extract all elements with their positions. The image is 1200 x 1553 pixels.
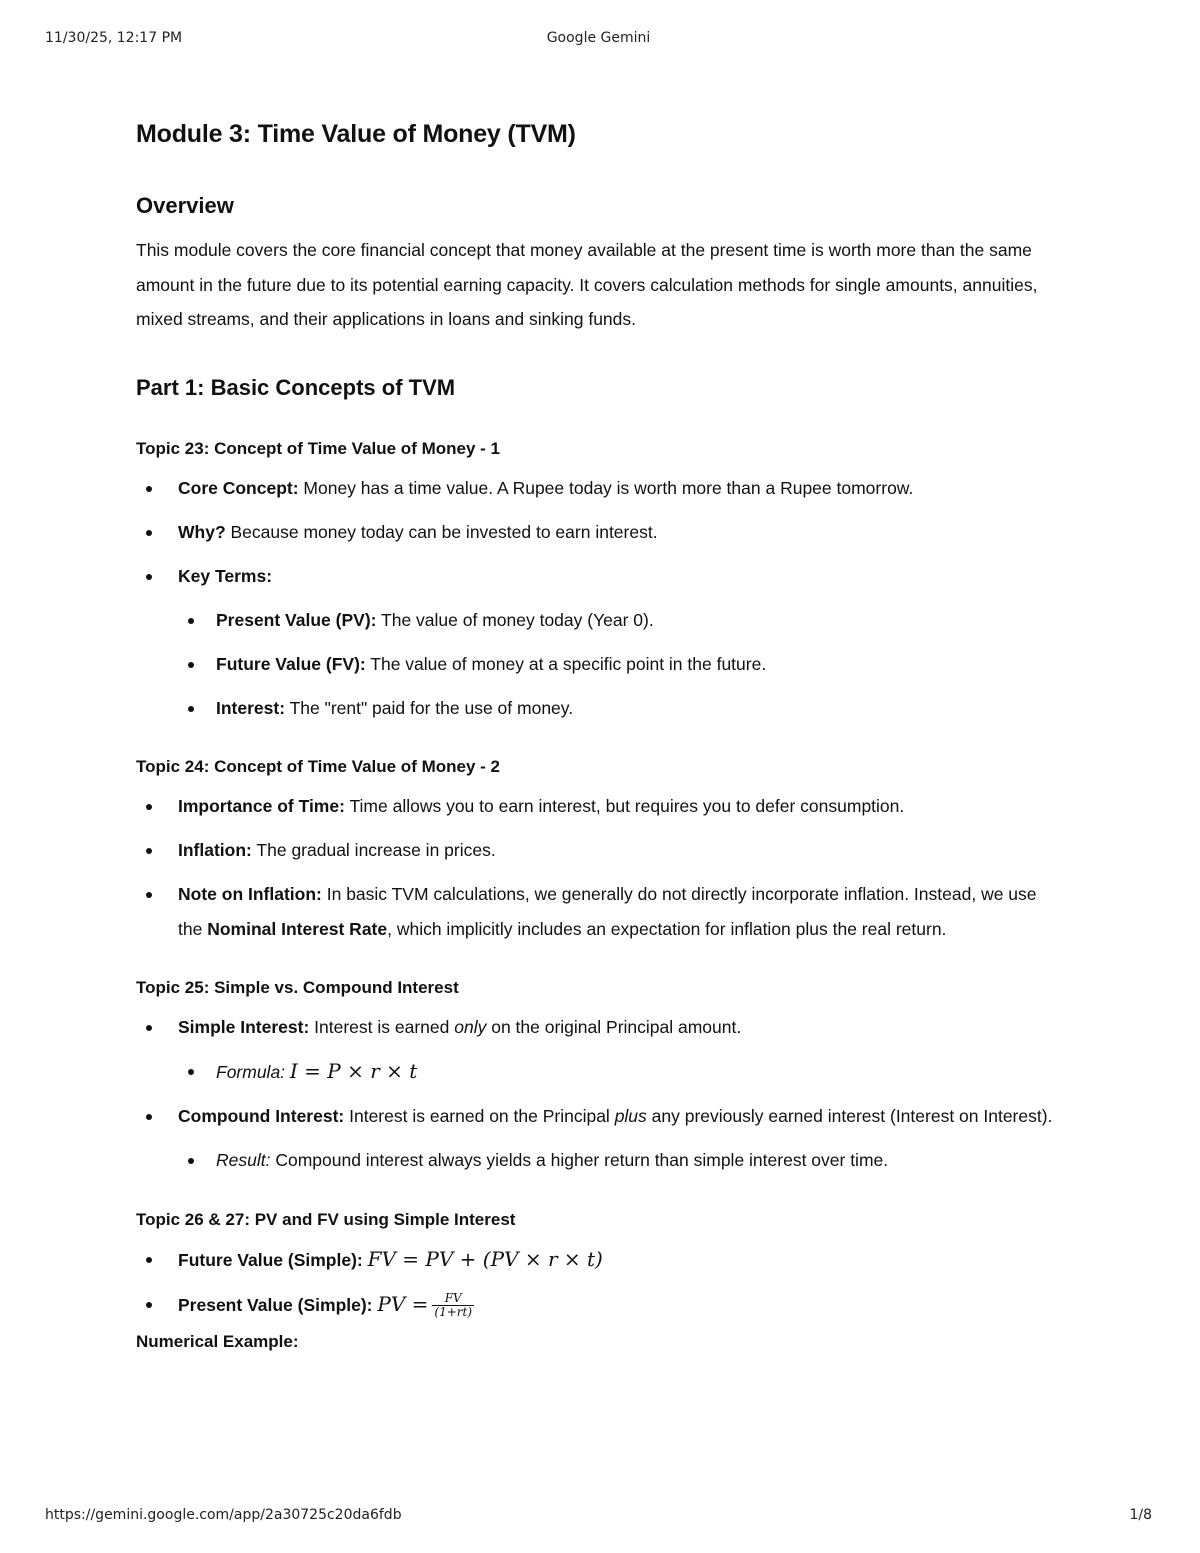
compound-interest-label: Compound Interest: (178, 1106, 345, 1126)
fv-simple-label: Future Value (Simple): (178, 1249, 363, 1270)
pv-label: Present Value (PV): (216, 609, 377, 630)
key-terms-label: Key Terms: (178, 565, 273, 586)
list-item (136, 1010, 1056, 1090)
simple-interest-text-2: on the original Principal amount. (486, 1017, 742, 1037)
note-label: Note on Inflation: (178, 884, 322, 904)
list-item (178, 1054, 1056, 1090)
compound-interest-plus: plus (614, 1106, 647, 1126)
nominal-rate-term: Nominal Interest Rate (207, 918, 388, 939)
formula-label: Formula: (216, 1062, 286, 1082)
compound-interest-text-2: any previously earned interest (Interest on Interest). (646, 1106, 1053, 1126)
print-url[interactable]: https://gemini.google.com/app/2a30725c20da6fdb (45, 1507, 402, 1523)
topic25-heading: Topic 25: Simple vs. Compound Interest (136, 978, 459, 997)
core-concept-label: Core Concept: (178, 477, 299, 498)
list-item (136, 515, 1056, 550)
importance-label: Importance of Time: (178, 796, 345, 816)
why-label: Why? (178, 521, 226, 542)
list-item (178, 691, 1056, 726)
importance-text: Time allows you to earn interest, but requires you to defer consumption. (344, 796, 905, 816)
list-item (136, 559, 1056, 726)
print-header (45, 30, 1152, 46)
simple-interest-only: only (454, 1017, 487, 1037)
note-text-1: In basic TVM calculations, we generally do not directly incorporate inflation. Instead, we use the (178, 884, 1037, 939)
list-item (136, 471, 1056, 506)
compound-interest-text-1: Interest is earned on the Principal (344, 1106, 615, 1126)
list-item (136, 877, 1056, 946)
topic25-list (136, 1010, 1056, 1178)
why-text: Because money today can be invested to earn interest. (225, 521, 658, 542)
page-title: Module 3: Time Value of Money (TVM) (136, 120, 576, 148)
fv-text: The value of money at a specific point in the future. (365, 653, 767, 674)
simple-interest-formula: I = P × r × t (289, 1059, 418, 1083)
list-item (136, 1242, 1056, 1278)
fraction-denominator: (1+rt) (434, 1305, 473, 1320)
result-label: Result: (216, 1150, 271, 1170)
topic26-list (136, 1242, 1056, 1323)
note-text-2: , which implicitly includes an expectation for inflation plus the real return. (387, 918, 947, 939)
topic24-heading: Topic 24: Concept of Time Value of Money - 2 (136, 757, 500, 776)
fraction-numerator: FV (432, 1292, 474, 1306)
overview-heading: Overview (136, 193, 234, 218)
page-number: 1/8 (1129, 1507, 1152, 1523)
list-item (136, 1287, 1056, 1323)
list-item (178, 603, 1056, 638)
print-datetime: 11/30/25, 12:17 PM (45, 30, 183, 46)
list-item (178, 1143, 1056, 1178)
compound-interest-sublist (178, 1143, 1056, 1178)
list-item (136, 833, 1056, 868)
pv-simple-label: Present Value (Simple): (178, 1294, 373, 1315)
interest-label: Interest: (216, 697, 286, 718)
topic24-list (136, 789, 1056, 946)
fv-simple-formula: FV = PV + (PV × r × t) (367, 1246, 603, 1271)
inflation-label: Inflation: (178, 840, 252, 860)
topic23-heading: Topic 23: Concept of Time Value of Money - 1 (136, 438, 500, 458)
pv-text: The value of money today (Year 0). (376, 609, 654, 630)
inflation-text: The gradual increase in prices. (251, 840, 496, 860)
core-concept-text: Money has a time value. A Rupee today is worth more than a Rupee tomorrow. (298, 477, 914, 498)
key-terms-list (178, 603, 1056, 726)
part1-heading: Part 1: Basic Concepts of TVM (136, 374, 456, 400)
result-text: Compound interest always yields a higher return than simple interest over time. (270, 1150, 889, 1170)
interest-text: The "rent" paid for the use of money. (285, 697, 574, 718)
numerical-example-heading: Numerical Example: (136, 1331, 299, 1351)
simple-interest-label: Simple Interest: (178, 1017, 310, 1037)
overview-paragraph: This module covers the core financial concept that money available at the present time is worth more than the same amount in the future due to its potential earning capacity. It covers calculation methods for single amounts, annuities, mixed streams, and their applications in loans and sinking funds. (136, 240, 1038, 329)
fv-label: Future Value (FV): (216, 653, 366, 674)
print-footer (45, 1507, 1152, 1523)
list-item (136, 1099, 1056, 1178)
topic26-heading: Topic 26 & 27: PV and FV using Simple Interest (136, 1209, 516, 1229)
topic23-list (136, 471, 1056, 726)
pv-simple-fraction (432, 1292, 474, 1319)
list-item (178, 647, 1056, 682)
list-item (136, 789, 1056, 824)
document-body (136, 120, 1056, 1352)
simple-interest-sublist (178, 1054, 1056, 1090)
print-title: Google Gemini (546, 30, 651, 46)
pv-simple-formula-lhs: PV = (377, 1291, 429, 1316)
simple-interest-text-1: Interest is earned (309, 1017, 455, 1037)
